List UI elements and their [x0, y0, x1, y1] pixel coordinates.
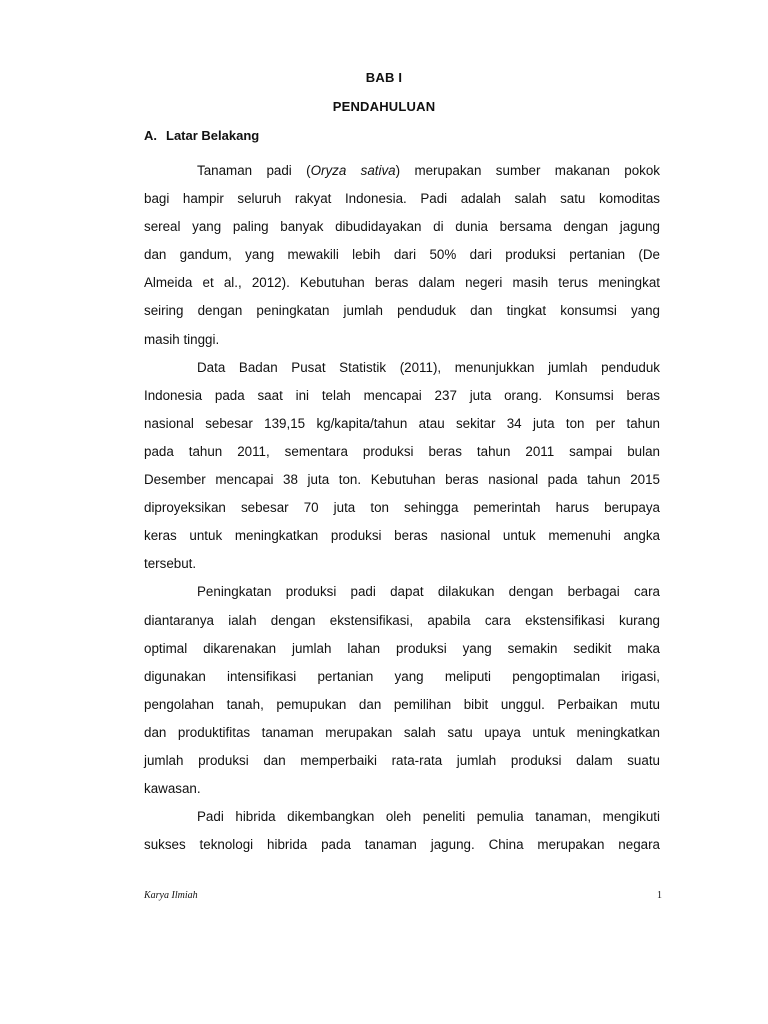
text-line: Peningkatan produksi padi dapat dilakukan dengan berbagai cara [197, 584, 660, 600]
text-line: keras untuk meningkatkan produksi beras nasional untuk memenuhi angka [144, 528, 660, 544]
text-line: masih tinggi. [144, 331, 220, 347]
chapter-title: PENDAHULUAN [332, 99, 436, 114]
footer-label: Karya Ilmiah [144, 890, 198, 901]
scientific-name: Oryza sativa [310, 163, 396, 178]
paragraph-3 [144, 578, 660, 803]
chapter-number: BAB I [365, 70, 403, 85]
text-line: nasional sebesar 139,15 kg/kapita/tahun atau sekitar 34 juta ton per tahun [144, 415, 660, 431]
text-line: Desember mencapai 38 juta ton. Kebutuhan beras nasional pada tahun 2015 [144, 472, 660, 488]
text-line: diantaranya ialah dengan ekstensifikasi, apabila cara ekstensifikasi kurang [144, 612, 660, 628]
text-line: sereal yang paling banyak dibudidayakan di dunia bersama dengan jagung [144, 219, 660, 235]
text-line: Padi hibrida dikembangkan oleh peneliti pemulia tanaman, mengikuti [197, 809, 660, 825]
text-line: seiring dengan peningkatan jumlah penduduk dan tingkat konsumsi yang [144, 303, 660, 319]
text-line: dan produktifitas tanaman merupakan salah satu upaya untuk meningkatkan [144, 724, 660, 740]
text-segment: Tanaman padi ( [197, 163, 311, 178]
text-line: kawasan. [144, 781, 201, 797]
text-line: jumlah produksi dan memperbaiki rata-rata jumlah produksi dalam suatu [144, 752, 660, 768]
text-line: pada tahun 2011, sementara produksi beras tahun 2011 sampai bulan [144, 443, 660, 459]
section-letter: A. [144, 128, 157, 143]
text-line [144, 157, 660, 185]
section-heading [144, 128, 259, 143]
text-line: tersebut. [144, 556, 197, 572]
text-line: optimal dikarenakan jumlah lahan produksi yang semakin sedikit maka [144, 640, 660, 656]
paragraph-4 [144, 803, 660, 859]
section-title: Latar Belakang [166, 128, 260, 143]
text-line: pengolahan tanah, pemupukan dan pemilihan bibit unggul. Perbaikan mutu [144, 696, 660, 712]
text-line: sukses teknologi hibrida pada tanaman jagung. China merupakan negara [144, 837, 660, 853]
body-text [144, 157, 660, 859]
text-line: bagi hampir seluruh rakyat Indonesia. Padi adalah salah satu komoditas [144, 191, 660, 207]
paragraph-2 [144, 354, 660, 579]
text-line: dan gandum, yang mewakili lebih dari 50% dari produksi pertanian (De [144, 247, 660, 263]
text-line: Indonesia pada saat ini telah mencapai 237 juta orang. Konsumsi beras [144, 387, 660, 403]
page-number: 1 [657, 890, 662, 901]
paragraph-1 [144, 157, 660, 354]
text-line: diproyeksikan sebesar 70 juta ton sehingga pemerintah harus berupaya [144, 500, 660, 516]
text-segment: ) merupakan sumber makanan pokok [395, 163, 660, 178]
text-line: digunakan intensifikasi pertanian yang meliputi pengoptimalan irigasi, [144, 668, 660, 684]
text-line: Almeida et al., 2012). Kebutuhan beras dalam negeri masih terus meningkat [144, 275, 660, 291]
text-line: Data Badan Pusat Statistik (2011), menunjukkan jumlah penduduk [197, 359, 660, 375]
